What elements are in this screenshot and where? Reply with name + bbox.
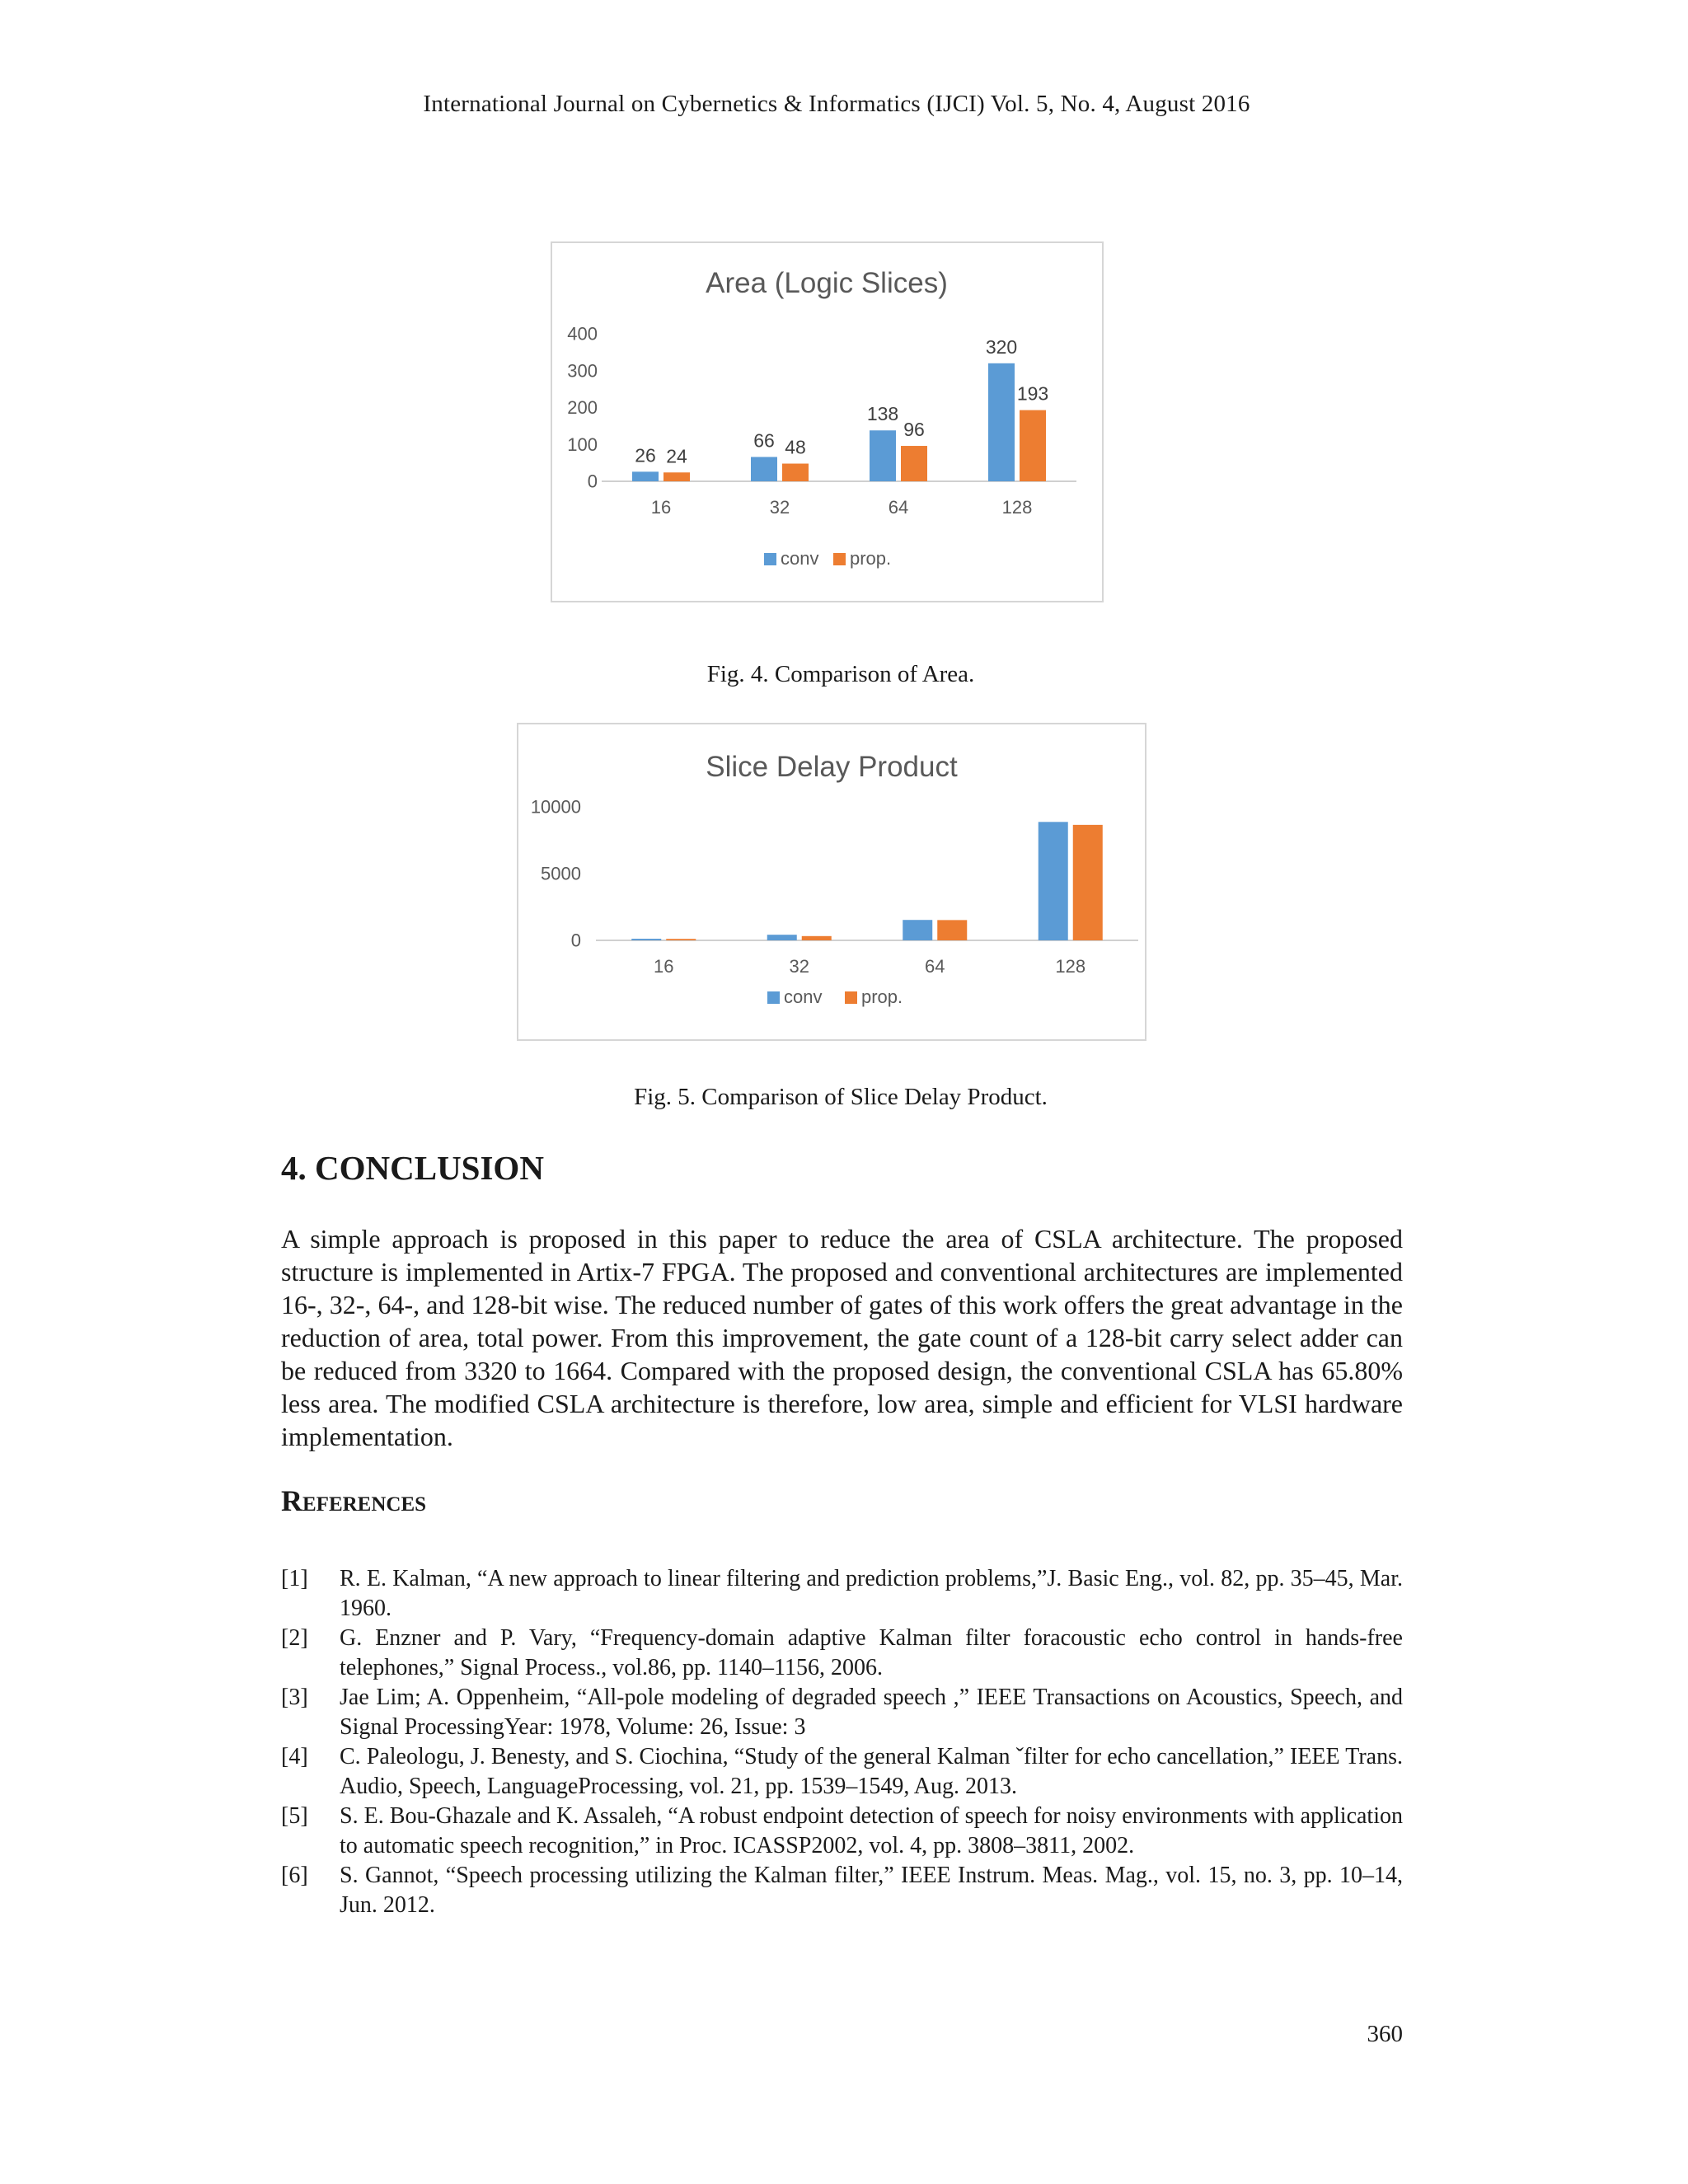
reference-text: R. E. Kalman, “A new approach to linear filtering and prediction problems,”J. Basic Eng., vol. 82, pp. 35–45, Mar. 1960. bbox=[340, 1566, 1403, 1621]
x-tick-label: 32 bbox=[769, 497, 790, 518]
data-label: 138 bbox=[866, 403, 899, 425]
chart-title: Slice Delay Product bbox=[706, 751, 958, 783]
bar-conv bbox=[751, 457, 777, 481]
y-tick-label: 100 bbox=[567, 434, 598, 455]
slice-delay-chart-svg bbox=[518, 724, 1145, 1039]
data-label: 320 bbox=[985, 335, 1018, 358]
y-tick-label: 400 bbox=[567, 323, 598, 344]
y-tick-label: 5000 bbox=[541, 863, 581, 884]
legend-label: conv bbox=[781, 548, 819, 569]
bar-prop bbox=[901, 446, 927, 481]
fig5-caption: Fig. 5. Comparison of Slice Delay Product. bbox=[634, 1084, 1048, 1110]
running-header: International Journal on Cybernetics & Informatics (IJCI) Vol. 5, No. 4, August 2016 bbox=[423, 91, 1250, 117]
bar-conv bbox=[631, 939, 661, 940]
reference-text: C. Paleologu, J. Benesty, and S. Ciochina, “Study of the general Kalman ˇfilter for echo cancellation,” IEEE Trans. Audio, Speech, LanguageProcessing, vol. 21, pp. 1539–1549, Aug. 2013. bbox=[340, 1744, 1403, 1799]
x-tick-label: 128 bbox=[1055, 956, 1086, 977]
bar-conv bbox=[767, 935, 797, 940]
data-label: 26 bbox=[635, 444, 656, 466]
bar-prop bbox=[1073, 825, 1103, 940]
data-label: 66 bbox=[753, 429, 775, 452]
section-heading: 4. CONCLUSION bbox=[281, 1149, 544, 1187]
reference-number: [6] bbox=[281, 1863, 308, 1888]
reference-number: [5] bbox=[281, 1803, 308, 1829]
conclusion-paragraph: A simple approach is proposed in this paper to reduce the area of CSLA architecture. The proposed structure is implemented in Artix-7 FPGA. The proposed and conventional architectures are implemented 16-, 32-, 64-, and 128-bit wise. The reduced number of gates of this work offers the great advantage in the reduction of area, total power. From this improvement, the gate count of a 128-bit carry select adder can be reduced from 3320 to 1664. Compared with the proposed design, the conventional CSLA has 65.80% less area. The modified CSLA architecture is therefore, low area, simple and efficient for VLSI hardware implementation. bbox=[281, 1224, 1403, 1451]
reference-text: S. Gannot, “Speech processing utilizing the Kalman filter,” IEEE Instrum. Meas. Mag., vol. 15, no. 3, pp. 10–14, Jun. 2012. bbox=[340, 1863, 1403, 1918]
legend-label: prop. bbox=[861, 987, 903, 1007]
bar-conv bbox=[632, 471, 659, 481]
y-tick-label: 0 bbox=[570, 930, 581, 951]
legend-swatch-conv bbox=[767, 991, 780, 1004]
references-heading: References bbox=[281, 1484, 427, 1517]
legend-swatch-prop bbox=[833, 553, 846, 565]
reference-number: [4] bbox=[281, 1744, 308, 1769]
data-label: 193 bbox=[1016, 382, 1049, 405]
reference-text: S. E. Bou-Ghazale and K. Assaleh, “A robust endpoint detection of speech for noisy environments with application to automatic speech recognition,” in Proc. ICASSP2002, vol. 4, pp. 3808–3811, 2002. bbox=[340, 1803, 1403, 1858]
y-tick-label: 300 bbox=[567, 360, 598, 382]
reference-item bbox=[281, 1683, 1403, 1742]
reference-list bbox=[281, 1564, 1403, 1920]
reference-item bbox=[281, 1802, 1403, 1861]
area-chart bbox=[551, 241, 1104, 602]
x-tick-label: 32 bbox=[789, 956, 809, 977]
bar-prop bbox=[666, 939, 696, 940]
bar-prop bbox=[782, 464, 809, 481]
bar-conv bbox=[1039, 822, 1068, 940]
reference-item bbox=[281, 1861, 1403, 1920]
reference-number: [1] bbox=[281, 1566, 308, 1591]
bar-prop bbox=[802, 936, 832, 940]
area-chart-svg bbox=[552, 243, 1102, 601]
data-label: 24 bbox=[666, 445, 687, 467]
data-label: 96 bbox=[903, 419, 925, 441]
legend-label: prop. bbox=[850, 548, 892, 569]
x-tick-label: 64 bbox=[925, 956, 945, 977]
data-label: 48 bbox=[785, 436, 806, 458]
reference-item bbox=[281, 1742, 1403, 1802]
legend-swatch-conv bbox=[764, 553, 776, 565]
bar-prop bbox=[1020, 410, 1046, 481]
reference-item bbox=[281, 1624, 1403, 1683]
y-tick-label: 0 bbox=[587, 471, 598, 492]
y-tick-label: 10000 bbox=[530, 796, 581, 818]
x-tick-label: 64 bbox=[888, 497, 909, 518]
legend-swatch-prop bbox=[845, 991, 857, 1004]
bar-prop bbox=[937, 920, 967, 940]
reference-text: G. Enzner and P. Vary, “Frequency-domain adaptive Kalman filter foracoustic echo control in hands-free telephones,” Signal Process., vol.86, pp. 1140–1156, 2006. bbox=[340, 1625, 1403, 1680]
bar-conv bbox=[870, 430, 896, 481]
x-tick-label: 128 bbox=[1001, 497, 1033, 518]
reference-number: [2] bbox=[281, 1625, 308, 1651]
x-tick-label: 16 bbox=[654, 956, 674, 977]
reference-item bbox=[281, 1564, 1403, 1624]
y-tick-label: 200 bbox=[567, 397, 598, 419]
reference-text: Jae Lim; A. Oppenheim, “All-pole modeling of degraded speech ,” IEEE Transactions on Acoustics, Speech, and Signal ProcessingYear: 1978, Volume: 26, Issue: 3 bbox=[340, 1685, 1403, 1740]
page-number: 360 bbox=[1367, 2021, 1403, 2047]
bar-prop bbox=[663, 472, 690, 481]
reference-number: [3] bbox=[281, 1685, 308, 1710]
bar-conv bbox=[903, 920, 932, 940]
fig4-caption: Fig. 4. Comparison of Area. bbox=[706, 661, 975, 687]
legend-label: conv bbox=[784, 987, 823, 1007]
x-tick-label: 16 bbox=[650, 497, 672, 518]
slice-delay-chart bbox=[517, 723, 1146, 1041]
bar-conv bbox=[988, 363, 1015, 481]
chart-title: Area (Logic Slices) bbox=[706, 267, 948, 299]
